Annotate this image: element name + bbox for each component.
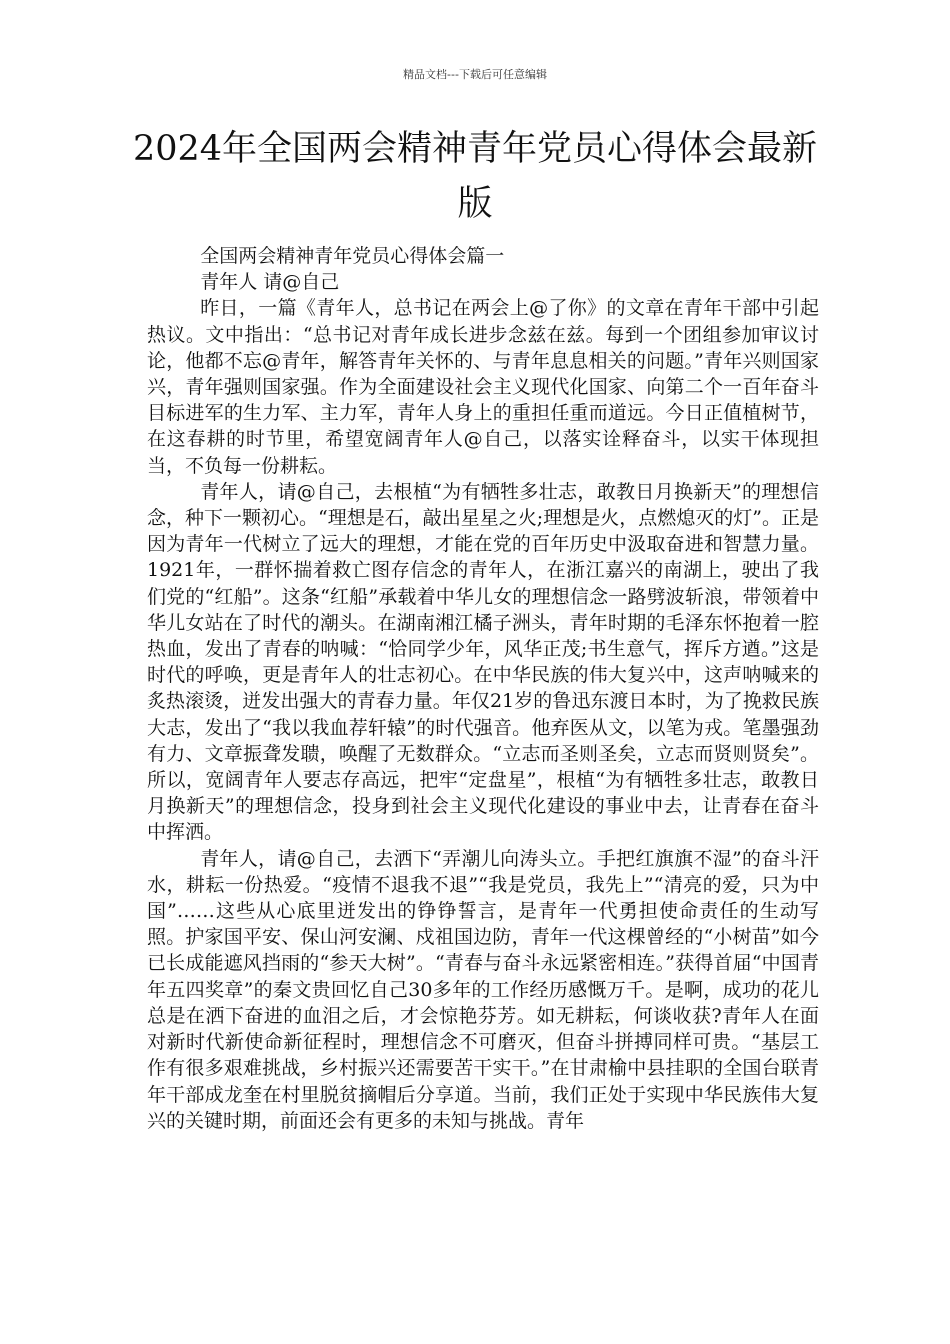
document-body xyxy=(147,243,819,1134)
paragraph: 青年人，请@自己，去根植“为有牺牲多壮志，敢教日月换新天”的理想信念，种下一颗初心。“理想是石，敲出星星之火;理想是火，点燃熄灭的灯”。正是因为青年一代树立了远大的理想，才能在党的百年历史中汲取奋进和智慧力量。1921年，一群怀揣着救亡图存信念的青年人，在浙江嘉兴的南湖上，驶出了我们党的“红船”。这条“红船”承载着中华儿女的理想信念一路劈波斩浪，带领着中华儿女站在了时代的潮头。在湖南湘江橘子洲头，青年时期的毛泽东怀抱着一腔热血，发出了青春的呐喊：“恰同学少年，风华正茂;书生意气，挥斥方遒。”这是时代的呼唤，更是青年人的壮志初心。在中华民族的伟大复兴中，这声呐喊来的炙热滚烫，迸发出强大的青春力量。年仅21岁的鲁迅东渡日本时，为了挽救民族大志，发出了“我以我血荐轩辕”的时代强音。他弃医从文，以笔为戎。笔墨强劲有力、文章振聋发聩，唤醒了无数群众。“立志而圣则圣矣，立志而贤则贤矣”。所以，宽阔青年人要志存高远，把牢“定盘星”，根植“为有牺牲多壮志，敢教日月换新天”的理想信念，投身到社会主义现代化建设的事业中去，让青春在奋斗中挥洒。 xyxy=(147,480,819,844)
sub-heading: 青年人 请@自己 xyxy=(200,271,340,294)
header-note: 精品文档---下载后可任意编辑 xyxy=(403,68,547,81)
section-heading: 全国两会精神青年党员心得体会篇一 xyxy=(200,245,505,267)
page-title: 2024年全国两会精神青年党员心得体会最新版 xyxy=(132,129,818,224)
paragraph: 青年人，请@自己，去洒下“弄潮儿向涛头立。手把红旗旗不湿”的奋斗汗水，耕耘一份热爱。“疫情不退我不退”“我是党员，我先上”“清亮的爱，只为中国”……这些从心底里迸发出的铮铮誓言，是青年一代勇担使命责任的生动写照。护家国平安、保山河安澜、戍祖国边防，青年一代这棵曾经的“小树苗”如今已长成能遮风挡雨的“参天大树”。“青春与奋斗永远紧密相连。”获得首届“中国青年五四奖章”的秦文贵回忆自己30多年的工作经历感慨万千。是啊，成功的花儿总是在洒下奋进的血泪之后，才会惊艳芬芳。如无耕耘，何谈收获?青年人在面对新时代新使命新征程时，理想信念不可磨灭，但奋斗拼搏同样可贵。“基层工作有很多艰难挑战，乡村振兴还需要苦干实干。”在甘肃榆中县挂职的全国台联青年干部成龙奎在村里脱贫摘帽后分享道。当前，我们正处于实现中华民族伟大复兴的关键时期，前面还会有更多的未知与挑战。青年 xyxy=(147,847,819,1132)
paragraph: 昨日，一篇《青年人，总书记在两会上@了你》的文章在青年干部中引起热议。文中指出：“总书记对青年成长进步念兹在兹。每到一个团组参加审议讨论，他都不忘@青年，解答青年关怀的、与青年息息相关的问题。”青年兴则国家兴，青年强则国家强。作为全面建设社会主义现代化国家、向第二个一百年奋斗目标进军的生力军、主力军，青年人身上的重担任重而道远。今日正值植树节，在这春耕的时节里，希望宽阔青年人@自己，以落实诠释奋斗，以实干体现担当，不负每一份耕耘。 xyxy=(147,297,819,477)
